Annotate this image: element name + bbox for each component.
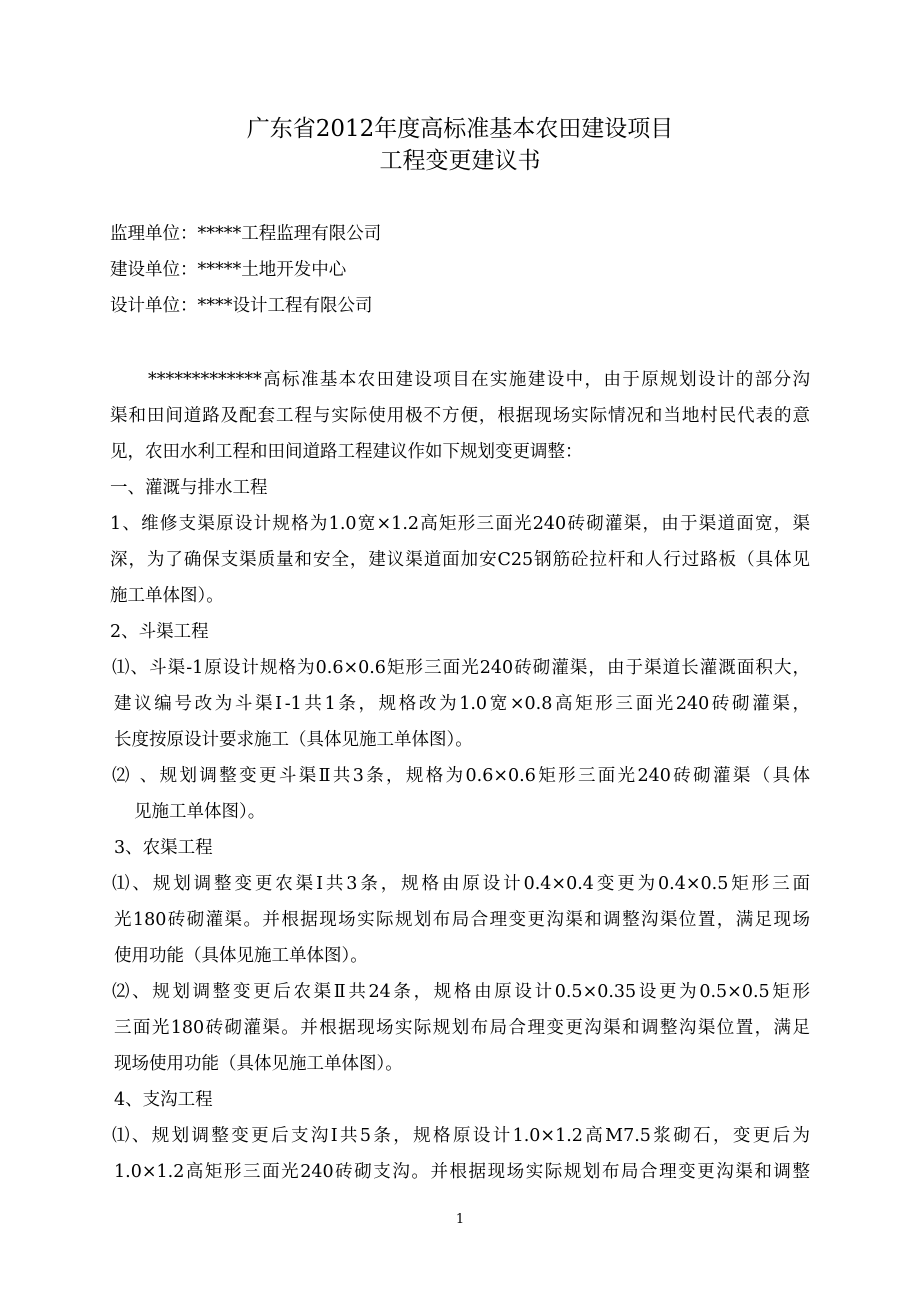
body-line: *************高标准基本农田建设项目在实施建设中，由于原规划设计的部分沟 <box>148 370 810 390</box>
body-line: ⑴、规划调整变更农渠Ⅰ共3条，规格由原设计0.4×0.4变更为0.4×0.5矩形三面 <box>112 874 810 894</box>
subsection-heading: 3、农渠工程 <box>114 838 213 858</box>
body-line: 长度按原设计要求施工（具体见施工单体图）。 <box>114 730 473 750</box>
body-line: 渠和田间道路及配套工程与实际使用极不方便，根据现场实际情况和当地村民代表的意 <box>110 406 810 426</box>
body-line: 1.0×1.2高矩形三面光240砖砌支沟。并根据现场实际规划布局合理变更沟渠和调整 <box>114 1162 810 1182</box>
body-line: 1、维修支渠原设计规格为1.0宽×1.2高矩形三面光240砖砌灌渠，由于渠道面宽，渠 <box>110 514 810 534</box>
body-line: 见施工单体图）。 <box>134 802 266 822</box>
designer-unit: 设计单位：****设计工程有限公司 <box>110 296 373 316</box>
body-line: 现场使用功能（具体见施工单体图）。 <box>114 1054 403 1074</box>
page-number: 1 <box>455 1212 465 1227</box>
body-line: 施工单体图）。 <box>110 586 224 606</box>
body-line: 建议编号改为斗渠Ⅰ-1共1条，规格改为1.0宽×0.8高矩形三面光240砖砌灌渠， <box>114 694 810 714</box>
body-line: ⑴、规划调整变更后支沟Ⅰ共5条，规格原设计1.0×1.2高M7.5浆砌石，变更后为 <box>112 1126 810 1146</box>
body-line: 见，农田水利工程和田间道路工程建议作如下规划变更调整： <box>110 442 583 462</box>
body-line: 使用功能（具体见施工单体图）。 <box>114 946 368 966</box>
document-subtitle: 工程变更建议书 <box>379 148 541 174</box>
body-line: ⑵ 、规划调整变更斗渠Ⅱ共3条，规格为0.6×0.6矩形三面光240砖砌灌渠（具体 <box>112 766 810 786</box>
subsection-heading: 4、支沟工程 <box>114 1090 213 1110</box>
body-line: 深，为了确保支渠质量和安全，建议渠道面加安C25钢筋砼拉杆和人行过路板（具体见 <box>110 550 810 570</box>
subsection-heading: 2、斗渠工程 <box>110 622 209 642</box>
body-line: ⑴、斗渠-1原设计规格为0.6×0.6矩形三面光240砖砌灌渠，由于渠道长灌溉面积大， <box>112 658 810 678</box>
builder-unit: 建设单位：*****土地开发中心 <box>110 260 347 280</box>
section-heading: 一、灌溉与排水工程 <box>110 478 268 498</box>
supervisor-unit: 监理单位：*****工程监理有限公司 <box>110 224 382 244</box>
body-line: 光180砖砌灌渠。并根据现场实际规划布局合理变更沟渠和调整沟渠位置，满足现场 <box>114 910 810 930</box>
body-line: ⑵、规划调整变更后农渠Ⅱ共24条，规格由原设计0.5×0.35设更为0.5×0.5矩形 <box>112 982 810 1002</box>
body-line: 三面光180砖砌灌渠。并根据现场实际规划布局合理变更沟渠和调整沟渠位置，满足 <box>114 1018 810 1038</box>
document-title: 广东省2012年度高标准基本农田建设项目 <box>246 116 674 142</box>
